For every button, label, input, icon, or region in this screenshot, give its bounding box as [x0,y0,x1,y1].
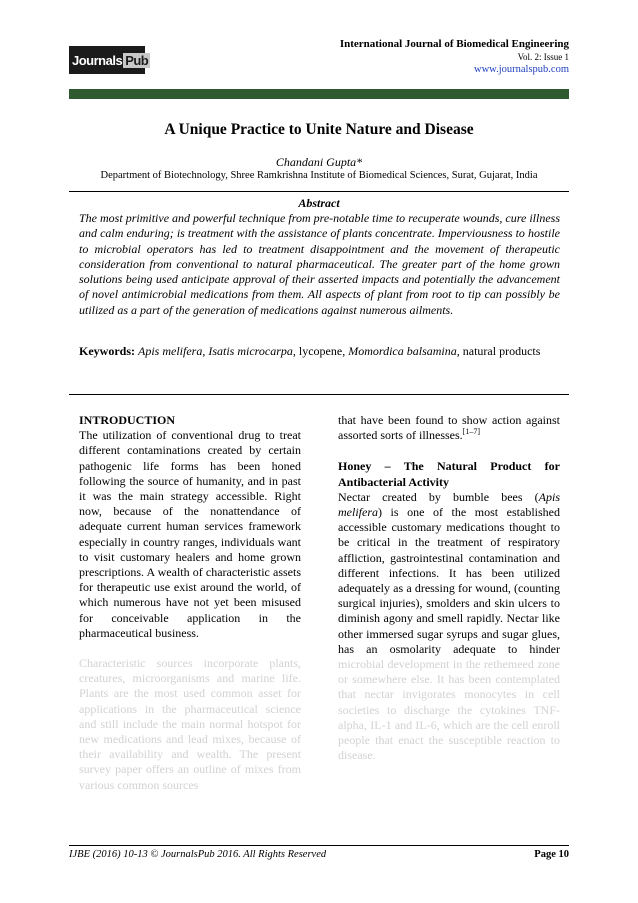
faded-paragraph: Characteristic sources incorporate plants, creatures, microorganisms and marine life. Plants are the most used common asset for applications in the pharmaceutical science and still include the main normal hotspot for new medications and lead mixes, because of their availability and wealth. The present survey paper offers an outline of mixes from various common sources [79,656,301,792]
journal-header [340,38,569,77]
footer-rule [69,845,569,846]
species-name: Apis melifera [338,489,560,520]
keyword-separator: , natural products [456,344,541,358]
right-column [338,413,560,763]
keywords-label: Keywords: [79,344,135,358]
logo-sub-text: Pub [125,52,149,68]
keyword-momordica-balsamina: Momordica balsamina [348,344,457,358]
keyword-apis-melifera: Apis melifera [138,344,203,358]
page-number: Page 10 [534,849,569,860]
abstract-text: The most primitive and powerful technique from pre-notable time to recuperate wounds, cure illness and calm enduring; is treatment with the assistance of plants concentrate. Imperviousness to hostile to microbial operators has led to treatment disappointment and the movement of therapeutic consideration from conventional to natural pharmaceutical. The greater part of the home grown solutions being used anticipate approval of their asserted impacts and potentially the advancement of novel antimicrobial medications from them. All aspects of plant from root to tip can possibly be utilized as a part of the generation of medications against numerous ailments. [79,211,560,317]
introduction-heading: INTRODUCTION [79,413,176,427]
abstract-heading: Abstract [298,196,340,210]
journal-website-link[interactable]: www.journalspub.com [474,64,569,75]
keyword-isatis-microcarpa: Isatis microcarpa [208,344,293,358]
keyword-separator: , [202,344,209,358]
left-column [79,413,301,793]
journalspub-logo [69,46,149,74]
honey-section-heading: Honey – The Natural Product for Antibacterial Activity [338,459,560,489]
continued-paragraph-text: that have been found to show action against assorted sorts of illnesses. [338,413,560,443]
abstract-top-rule [69,191,569,192]
article-title: A Unique Practice to Unite Nature and Disease [164,121,474,138]
introduction-paragraph: The utilization of conventional drug to treat different contaminations created by certain pathogenic life forms has been honed following the source of humanity, and in past it was the main strategy accessible. Right now, because of the nonattendance of adequate current human services framework especially in country ranges, individuals want to visit customary healers and home grown prescriptions. A wealth of characteristic assets for therapeutic use exist around the world, of which numerous have not yet been misused for conceivable application in the pharmaceutical business. [79,428,301,640]
header-green-bar [69,89,569,99]
article-author: Chandani Gupta* [275,155,363,169]
author-affiliation: Department of Biotechnology, Shree Ramkrishna Institute of Biomedical Sciences, Surat, Gujarat, India [100,170,538,181]
keyword-separator: , lycopene, [292,344,349,358]
abstract-bottom-rule [69,394,569,395]
continued-paragraph [338,413,560,443]
journal-name: International Journal of Biomedical Engineering [339,38,569,50]
honey-paragraph [338,490,560,764]
footer-citation: IJBE (2016) 10-13 © JournalsPub 2016. All Rights Reserved [69,849,327,860]
faded-paragraph: microbial development in the rethemeed zone or somewhere else. It has been contemplated that nectar invigorates monocytes in cell societies to discharge the cytokines TNF-alpha, IL-1 and IL-6, which are the cell enroll people that enact the susceptible reaction to disease. [338,657,560,763]
honey-paragraph-start: Nectar created by bumble bees ( [338,489,539,504]
citation-reference: [1–7] [462,427,480,437]
keywords [79,344,560,359]
logo-main-text: Journals [72,52,123,68]
volume-issue: Vol. 2: Issue 1 [517,52,569,62]
honey-paragraph-body: ) is one of the most established accessible customary medications thought to be critical in the treatment of respiratory affliction, gastrointestinal contamination and different infections. It has been utilized adequately as a dressing for wound, (counting surgical injuries), smolders and skin ulcers to diminish agony and smell rapidly. Nectar like other immersed sugar syrups and sugar glues, has an osmolarity adequate to hinder [338,505,560,656]
